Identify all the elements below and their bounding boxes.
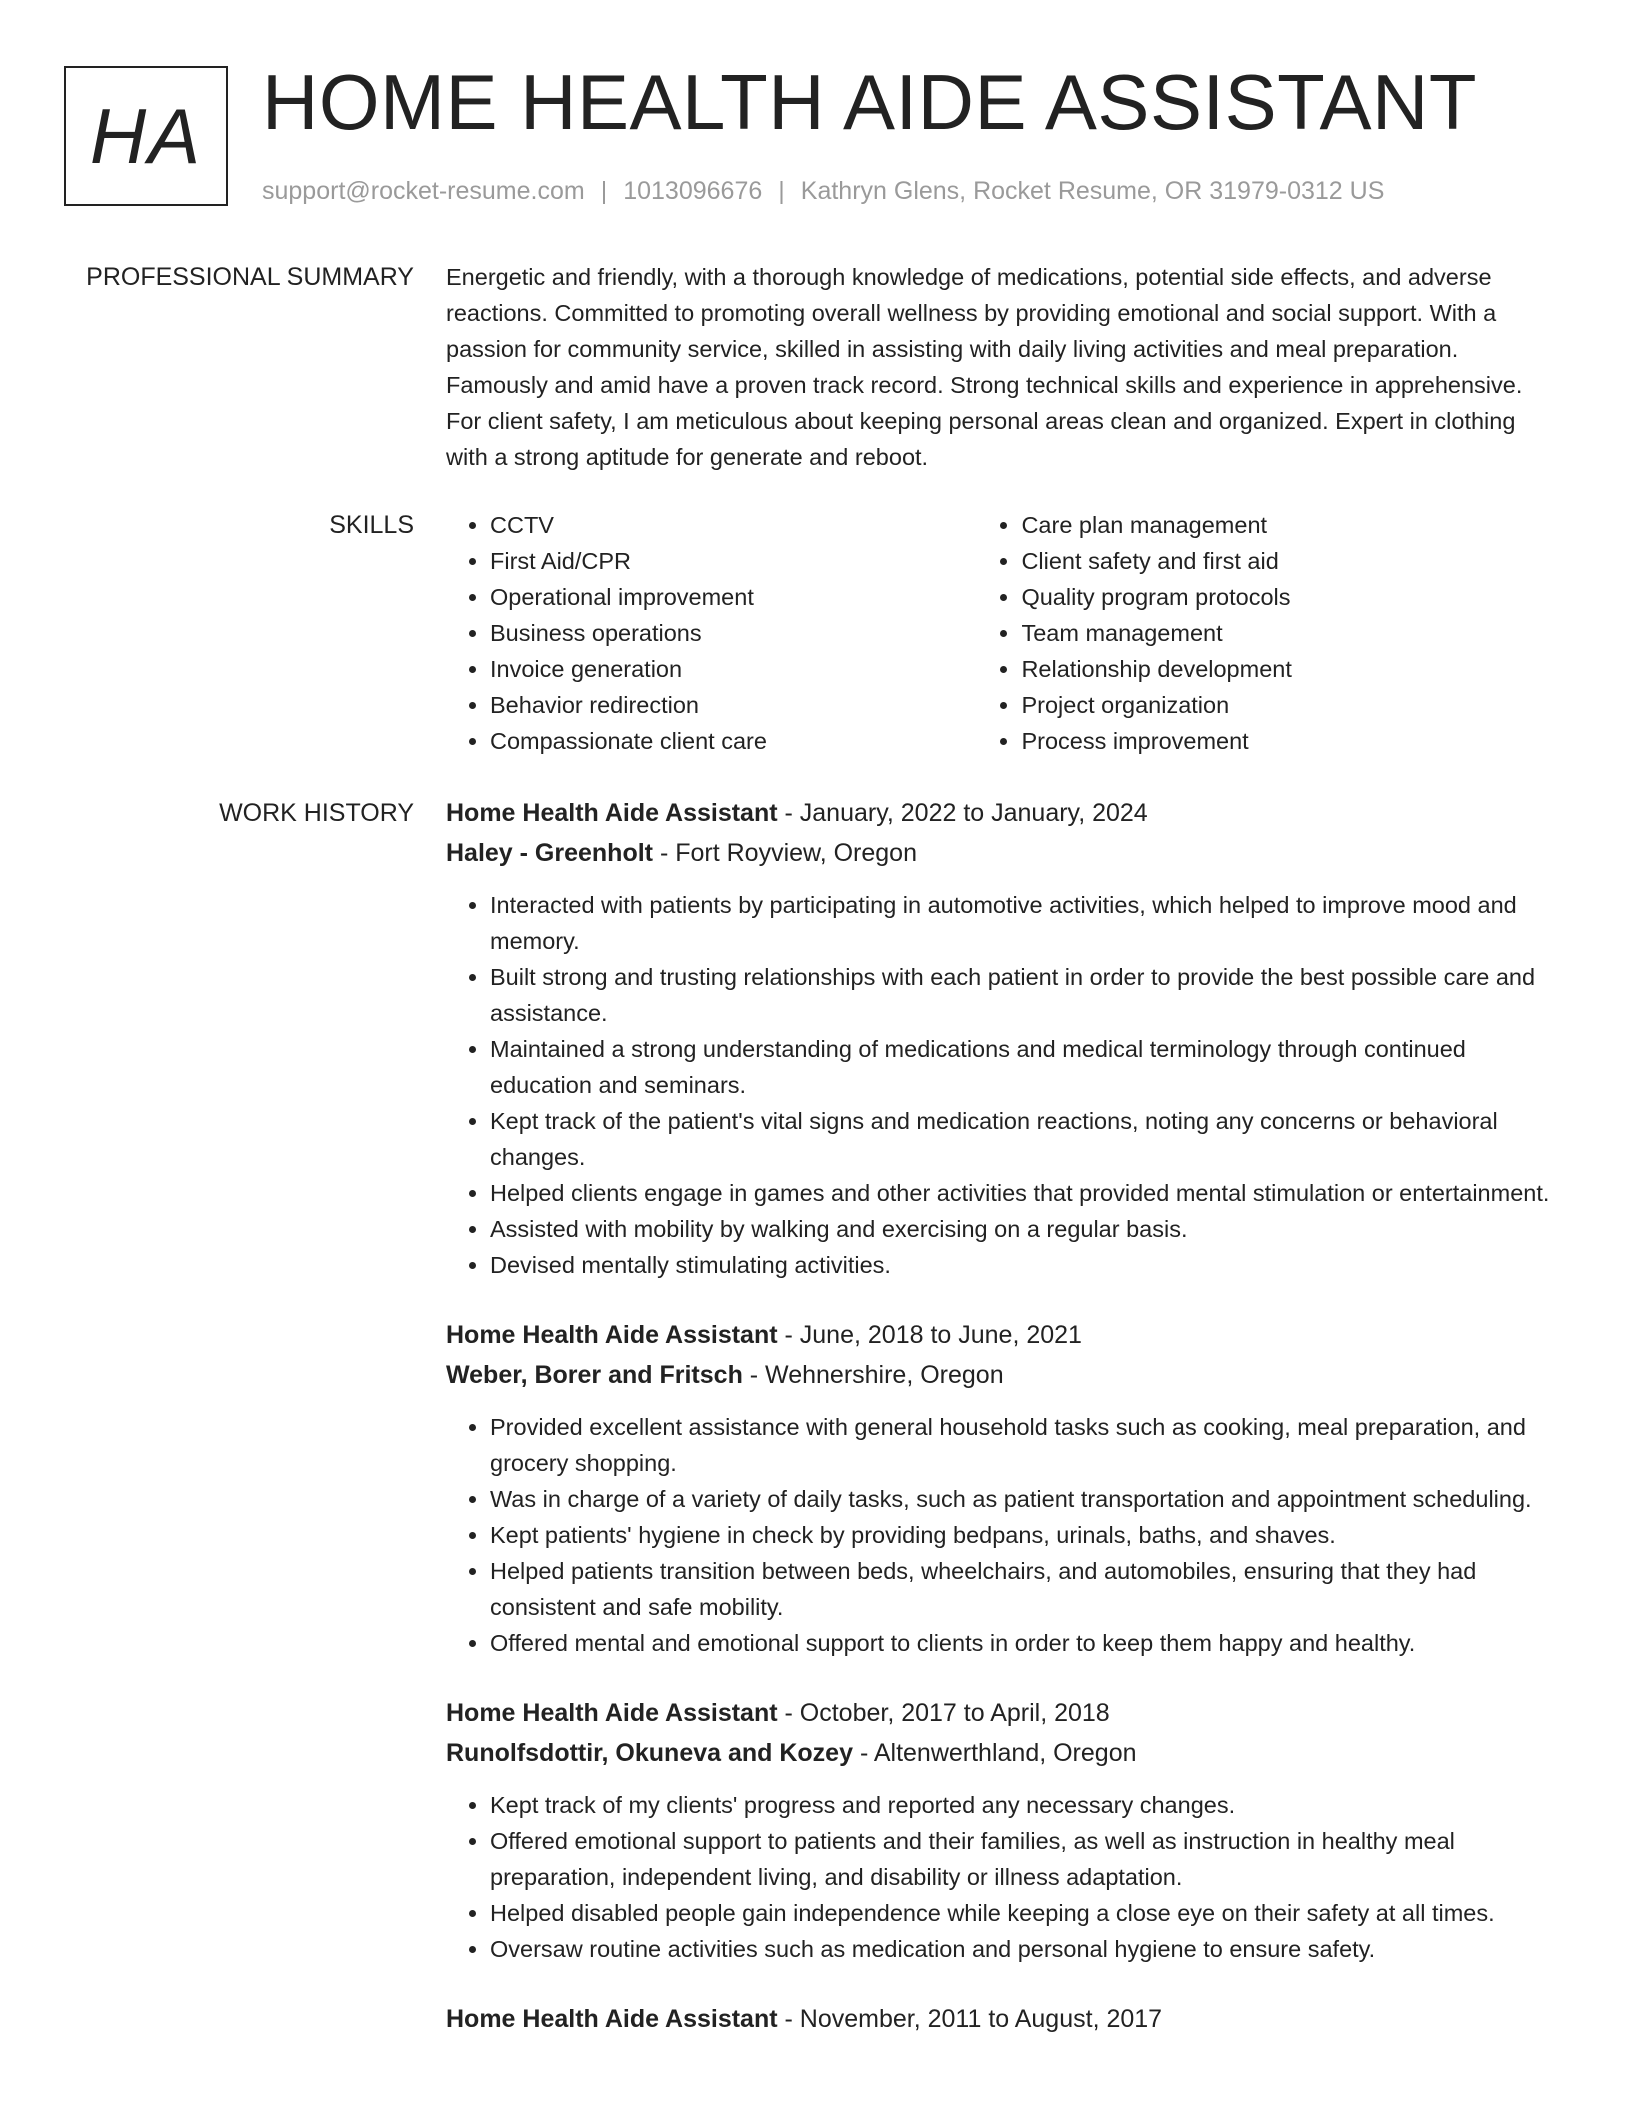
job-bullet: • Devised mentally stimulating activities. <box>490 1247 1562 1283</box>
skills-list-right <box>977 507 1562 759</box>
summary-body <box>446 259 1562 475</box>
job-title: Home Health Aide Assistant <box>446 2005 778 2033</box>
job-company: Runolfsdottir, Okuneva and Kozey <box>446 1739 853 1767</box>
job-bullets <box>446 1787 1562 1967</box>
work-history-heading: WORK HISTORY <box>219 799 414 827</box>
skill-item: • Project organization <box>1021 687 1562 723</box>
skill-item: • CCTV <box>490 507 977 543</box>
summary-heading: PROFESSIONAL SUMMARY <box>86 263 414 291</box>
job-bullet: • Maintained a strong understanding of medications and medical terminology through continued education and seminars. <box>490 1031 1562 1103</box>
summary-text: Energetic and friendly, with a thorough knowledge of medications, potential side effects, and adverse reactions. Committed to promoting overall wellness by providing emotional and social support. With a passion for community service, skilled in assisting with daily living activities and meal preparation. Famously and amid have a proven track record. Strong technical skills and experience in apprehensive. For client safety, I am meticulous about keeping personal areas clean and organized. Expert in clothing with a strong aptitude for generate and reboot. <box>446 264 1523 470</box>
skills-body <box>446 507 1562 759</box>
contact-separator: | <box>600 177 608 205</box>
job-bullet: • Was in charge of a variety of daily tasks, such as patient transportation and appointment scheduling. <box>490 1481 1562 1517</box>
skills-heading: SKILLS <box>329 511 414 539</box>
job-bullets <box>446 1409 1562 1661</box>
job-entry <box>446 1999 1562 2039</box>
job-company-line <box>446 833 1562 873</box>
skill-item: • First Aid/CPR <box>490 543 977 579</box>
contact-phone[interactable]: 1013096676 <box>623 177 763 205</box>
skill-item: • Process improvement <box>1021 723 1562 759</box>
contact-separator: | <box>778 177 785 205</box>
work-history-body <box>446 793 1562 2071</box>
job-location: - Altenwerthland, Oregon <box>853 1739 1137 1767</box>
skill-item: • Quality program protocols <box>1021 579 1562 615</box>
skill-item: • Care plan management <box>1021 507 1562 543</box>
monogram: HA <box>64 66 228 206</box>
job-bullet: • Interacted with patients by participating in automotive activities, which helped to improve mood and memory. <box>490 887 1562 959</box>
skill-item: • Behavior redirection <box>490 687 977 723</box>
job-company: Haley - Greenholt <box>446 839 653 867</box>
job-bullet: • Helped clients engage in games and other activities that provided mental stimulation or entertainment. <box>490 1175 1562 1211</box>
job-bullet: • Offered mental and emotional support to clients in order to keep them happy and healthy. <box>490 1625 1562 1661</box>
job-bullet: • Built strong and trusting relationships with each patient in order to provide the best possible care and assistance. <box>490 959 1562 1031</box>
contact-email[interactable]: support@rocket-resume.com <box>262 177 585 205</box>
job-bullet: • Kept track of my clients' progress and reported any necessary changes. <box>490 1787 1562 1823</box>
job-title: Home Health Aide Assistant <box>446 1321 778 1349</box>
job-bullet: • Offered emotional support to patients and their families, as well as instruction in healthy meal preparation, independent living, and disability or illness adaptation. <box>490 1823 1562 1895</box>
job-company-line <box>446 1733 1562 1773</box>
job-dates: - October, 2017 to April, 2018 <box>777 1699 1110 1727</box>
job-title-line <box>446 793 1562 833</box>
job-bullet: • Assisted with mobility by walking and exercising on a regular basis. <box>490 1211 1562 1247</box>
skill-item: • Invoice generation <box>490 651 977 687</box>
job-bullet: • Oversaw routine activities such as medication and personal hygiene to ensure safety. <box>490 1931 1562 1967</box>
job-bullet: • Helped disabled people gain independence while keeping a close eye on their safety at all times. <box>490 1895 1562 1931</box>
skill-item: • Relationship development <box>1021 651 1562 687</box>
skills-columns <box>446 507 1562 759</box>
skill-item: • Business operations <box>490 615 977 651</box>
job-location: - Fort Royview, Oregon <box>653 839 917 867</box>
job-company-line <box>446 1355 1562 1395</box>
contact-address: Kathryn Glens, Rocket Resume, OR 31979-0312 US <box>800 177 1385 205</box>
job-entry <box>446 1693 1562 1967</box>
job-dates: - January, 2022 to January, 2024 <box>777 799 1148 827</box>
job-title-line <box>446 1315 1562 1355</box>
job-bullet: • Provided excellent assistance with general household tasks such as cooking, meal preparation, and grocery shopping. <box>490 1409 1562 1481</box>
skill-item: • Operational improvement <box>490 579 977 615</box>
job-company: Weber, Borer and Fritsch <box>446 1361 743 1389</box>
job-bullets <box>446 887 1562 1283</box>
job-bullet: • Kept patients' hygiene in check by providing bedpans, urinals, baths, and shaves. <box>490 1517 1562 1553</box>
job-title: Home Health Aide Assistant <box>446 799 778 827</box>
resume-name: HOME HEALTH AIDE ASSISTANT <box>262 58 1478 146</box>
job-entry <box>446 1315 1562 1661</box>
skill-item: • Compassionate client care <box>490 723 977 759</box>
job-bullet: • Kept track of the patient's vital signs and medication reactions, noting any concerns or behavioral changes. <box>490 1103 1562 1175</box>
job-title-line <box>446 1693 1562 1733</box>
job-title: Home Health Aide Assistant <box>446 1699 778 1727</box>
contact-line <box>262 174 1384 208</box>
job-dates: - June, 2018 to June, 2021 <box>777 1321 1082 1349</box>
job-entry <box>446 793 1562 1283</box>
skill-item: • Client safety and first aid <box>1021 543 1562 579</box>
job-title-line <box>446 1999 1562 2039</box>
job-location: - Wehnershire, Oregon <box>742 1361 1004 1389</box>
skill-item: • Team management <box>1021 615 1562 651</box>
job-bullet: • Helped patients transition between beds, wheelchairs, and automobiles, ensuring that they had consistent and safe mobility. <box>490 1553 1562 1625</box>
job-dates: - November, 2011 to August, 2017 <box>777 2005 1163 2033</box>
skills-list-left <box>446 507 977 759</box>
